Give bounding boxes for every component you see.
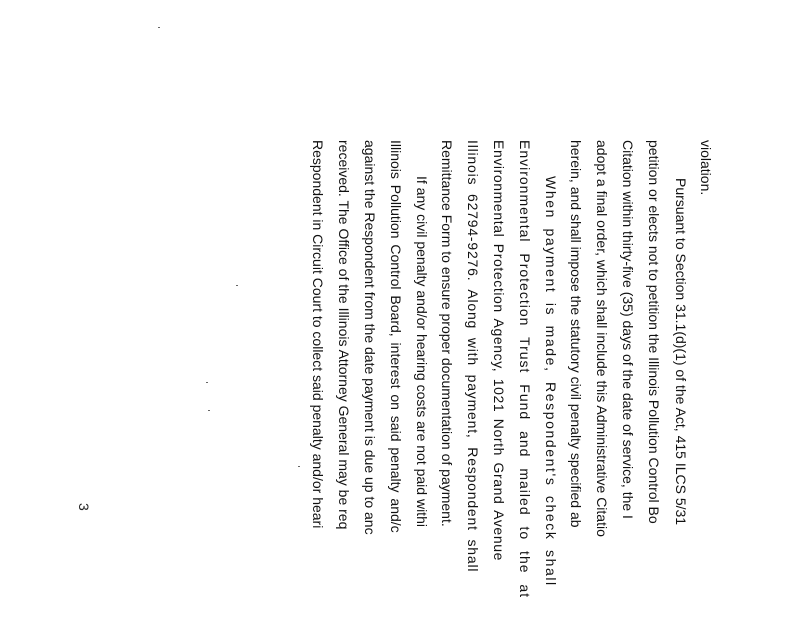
- text-line: petition or elects not to petition the Illinois Pollution Control Bo: [646, 140, 662, 524]
- scan-speck: [206, 382, 208, 383]
- text-line: Illinois Pollution Control Board, interest on said penalty and/c: [388, 140, 404, 533]
- text-line: When payment is made, Respondent's check shall: [543, 176, 559, 587]
- scan-speck: [236, 285, 238, 286]
- text-line: Respondent in Circuit Court to collect said penalty and/or heari: [310, 140, 326, 529]
- text-line: against the Respondent from the date payment is due up to anc: [362, 140, 378, 535]
- text-line: Illinois 62794-9276. Along with payment, Respondent shall: [465, 140, 481, 573]
- text-line: received. The Office of the Illinois Attorney General may be req: [336, 140, 352, 530]
- text-line: herein, and shall impose the statutory civil penalty specified ab: [568, 140, 584, 528]
- text-line: Environmental Protection Agency, 1021 North Grand Avenue: [491, 140, 507, 561]
- text-line: Environmental Protection Trust Fund and mailed to the at: [517, 140, 533, 599]
- text-line: If any civil penalty and/or hearing costs are not paid withi: [414, 176, 430, 527]
- text-line: Citation within thirty-five (35) days of the date of service, the I: [620, 140, 636, 519]
- scan-speck: [158, 27, 160, 28]
- text-line: adopt a final order, which shall include this Administrative Citatio: [594, 140, 610, 537]
- text-line: Pursuant to Section 31.1(d)(1) of the Act, 415 ILCS 5/31: [673, 178, 689, 526]
- scan-speck: [298, 466, 300, 467]
- text-line: violation.: [698, 140, 714, 196]
- text-line: Remittance Form to ensure proper documentation of payment.: [439, 140, 455, 527]
- page-number: 3: [76, 503, 92, 511]
- scan-speck: [208, 410, 210, 411]
